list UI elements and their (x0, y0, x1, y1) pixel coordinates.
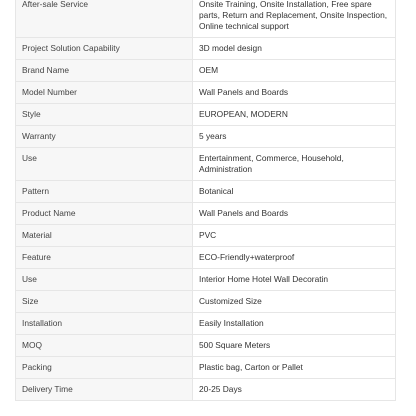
spec-label: After-sale Service (16, 0, 193, 38)
spec-label: Use (16, 148, 193, 181)
product-specification-section (15, 0, 396, 401)
spec-row-feature (16, 247, 396, 269)
spec-label: Use (16, 269, 193, 291)
spec-label: Pattern (16, 181, 193, 203)
spec-value: PVC (193, 225, 396, 247)
spec-value: Onsite Training, Onsite Installation, Free spare parts, Return and Replacement, Onsite Inspection, Online technical support (193, 0, 396, 38)
spec-row-warranty (16, 126, 396, 148)
spec-value: 3D model design (193, 38, 396, 60)
spec-row-product-name (16, 203, 396, 225)
spec-value: Easily Installation (193, 313, 396, 335)
spec-row-moq (16, 335, 396, 357)
spec-row-after-sale-service (16, 0, 396, 38)
spec-value: Plastic bag, Carton or Pallet (193, 357, 396, 379)
spec-label: Project Solution Capability (16, 38, 193, 60)
spec-value: EUROPEAN, MODERN (193, 104, 396, 126)
spec-value: Interior Home Hotel Wall Decoratin (193, 269, 396, 291)
specification-table-body (16, 0, 396, 401)
spec-value: Wall Panels and Boards (193, 203, 396, 225)
spec-label: Style (16, 104, 193, 126)
spec-row-packing (16, 357, 396, 379)
spec-row-installation (16, 313, 396, 335)
spec-value: Entertainment, Commerce, Household, Administration (193, 148, 396, 181)
spec-row-project-solution-capability (16, 38, 396, 60)
specification-table (15, 0, 396, 401)
spec-row-style (16, 104, 396, 126)
spec-value: 5 years (193, 126, 396, 148)
spec-row-brand-name (16, 60, 396, 82)
spec-value: 500 Square Meters (193, 335, 396, 357)
spec-label: Model Number (16, 82, 193, 104)
spec-row-material (16, 225, 396, 247)
spec-label: Brand Name (16, 60, 193, 82)
spec-label: Material (16, 225, 193, 247)
spec-label: Delivery Time (16, 379, 193, 401)
spec-label: Size (16, 291, 193, 313)
spec-row-pattern (16, 181, 396, 203)
spec-label: Feature (16, 247, 193, 269)
spec-label: MOQ (16, 335, 193, 357)
spec-label: Installation (16, 313, 193, 335)
spec-value: Botanical (193, 181, 396, 203)
spec-label: Warranty (16, 126, 193, 148)
spec-row-model-number (16, 82, 396, 104)
spec-value: Customized Size (193, 291, 396, 313)
spec-row-use (16, 148, 396, 181)
spec-row-size (16, 291, 396, 313)
spec-value: Wall Panels and Boards (193, 82, 396, 104)
spec-row-delivery-time (16, 379, 396, 401)
spec-value: OEM (193, 60, 396, 82)
spec-value: 20-25 Days (193, 379, 396, 401)
spec-label: Packing (16, 357, 193, 379)
spec-label: Product Name (16, 203, 193, 225)
spec-value: ECO-Friendly+waterproof (193, 247, 396, 269)
spec-row-use-2 (16, 269, 396, 291)
